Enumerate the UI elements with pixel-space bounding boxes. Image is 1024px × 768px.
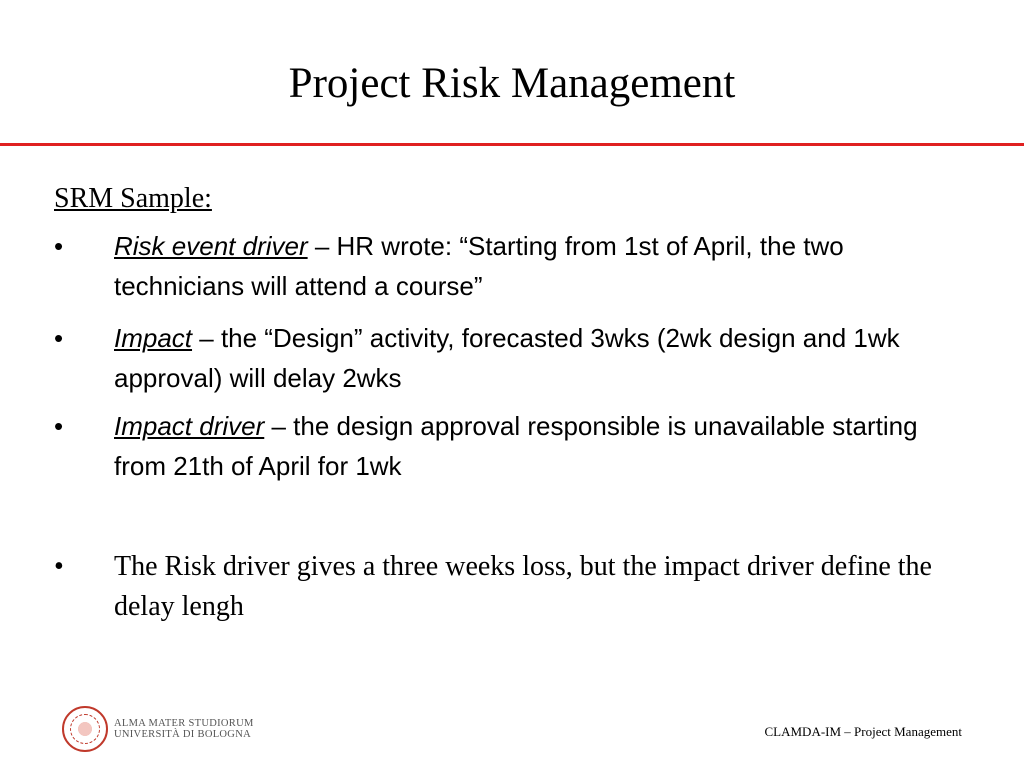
bullet-text [114,406,974,486]
bullet-item [54,547,974,627]
bullet-description: – the “Design” activity, forecasted 3wks (2wk design and 1wk approval) will delay 2wks [114,323,900,393]
logo-line-2: UNIVERSITÀ DI BOLOGNA [114,729,251,740]
logo-text [114,718,254,740]
seal-icon [62,706,108,752]
bullet-term: Risk event driver [114,231,308,261]
section-heading: SRM Sample: [54,183,212,214]
bullet-text [114,318,974,398]
bullet-marker: • [54,551,64,582]
bullet-text: The Risk driver gives a three weeks loss, but the impact driver define the delay lengh [114,551,932,622]
bullet-term: Impact driver [114,411,265,441]
bullet-marker: • [54,231,64,261]
bullet-marker: • [54,411,64,441]
slide-footer: CLAMDA-IM – Project Management [764,724,962,739]
bullet-marker: • [54,323,64,353]
bullet-term: Impact [114,323,193,353]
bullet-item [54,406,974,486]
bullet-text [114,226,974,306]
bullet-item [54,226,974,306]
bullet-description: – the design approval responsible is unavailable starting from 21th of April for 1wk [114,411,918,481]
logo-line-1: ALMA MATER STUDIORUM [114,718,254,729]
bullet-description: – HR wrote: “Starting from 1st of April, the two technicians will attend a course” [114,231,844,301]
title-divider [0,143,1024,146]
slide-title: Project Risk Management [288,60,736,107]
bullet-item [54,318,974,398]
university-logo [62,703,254,755]
